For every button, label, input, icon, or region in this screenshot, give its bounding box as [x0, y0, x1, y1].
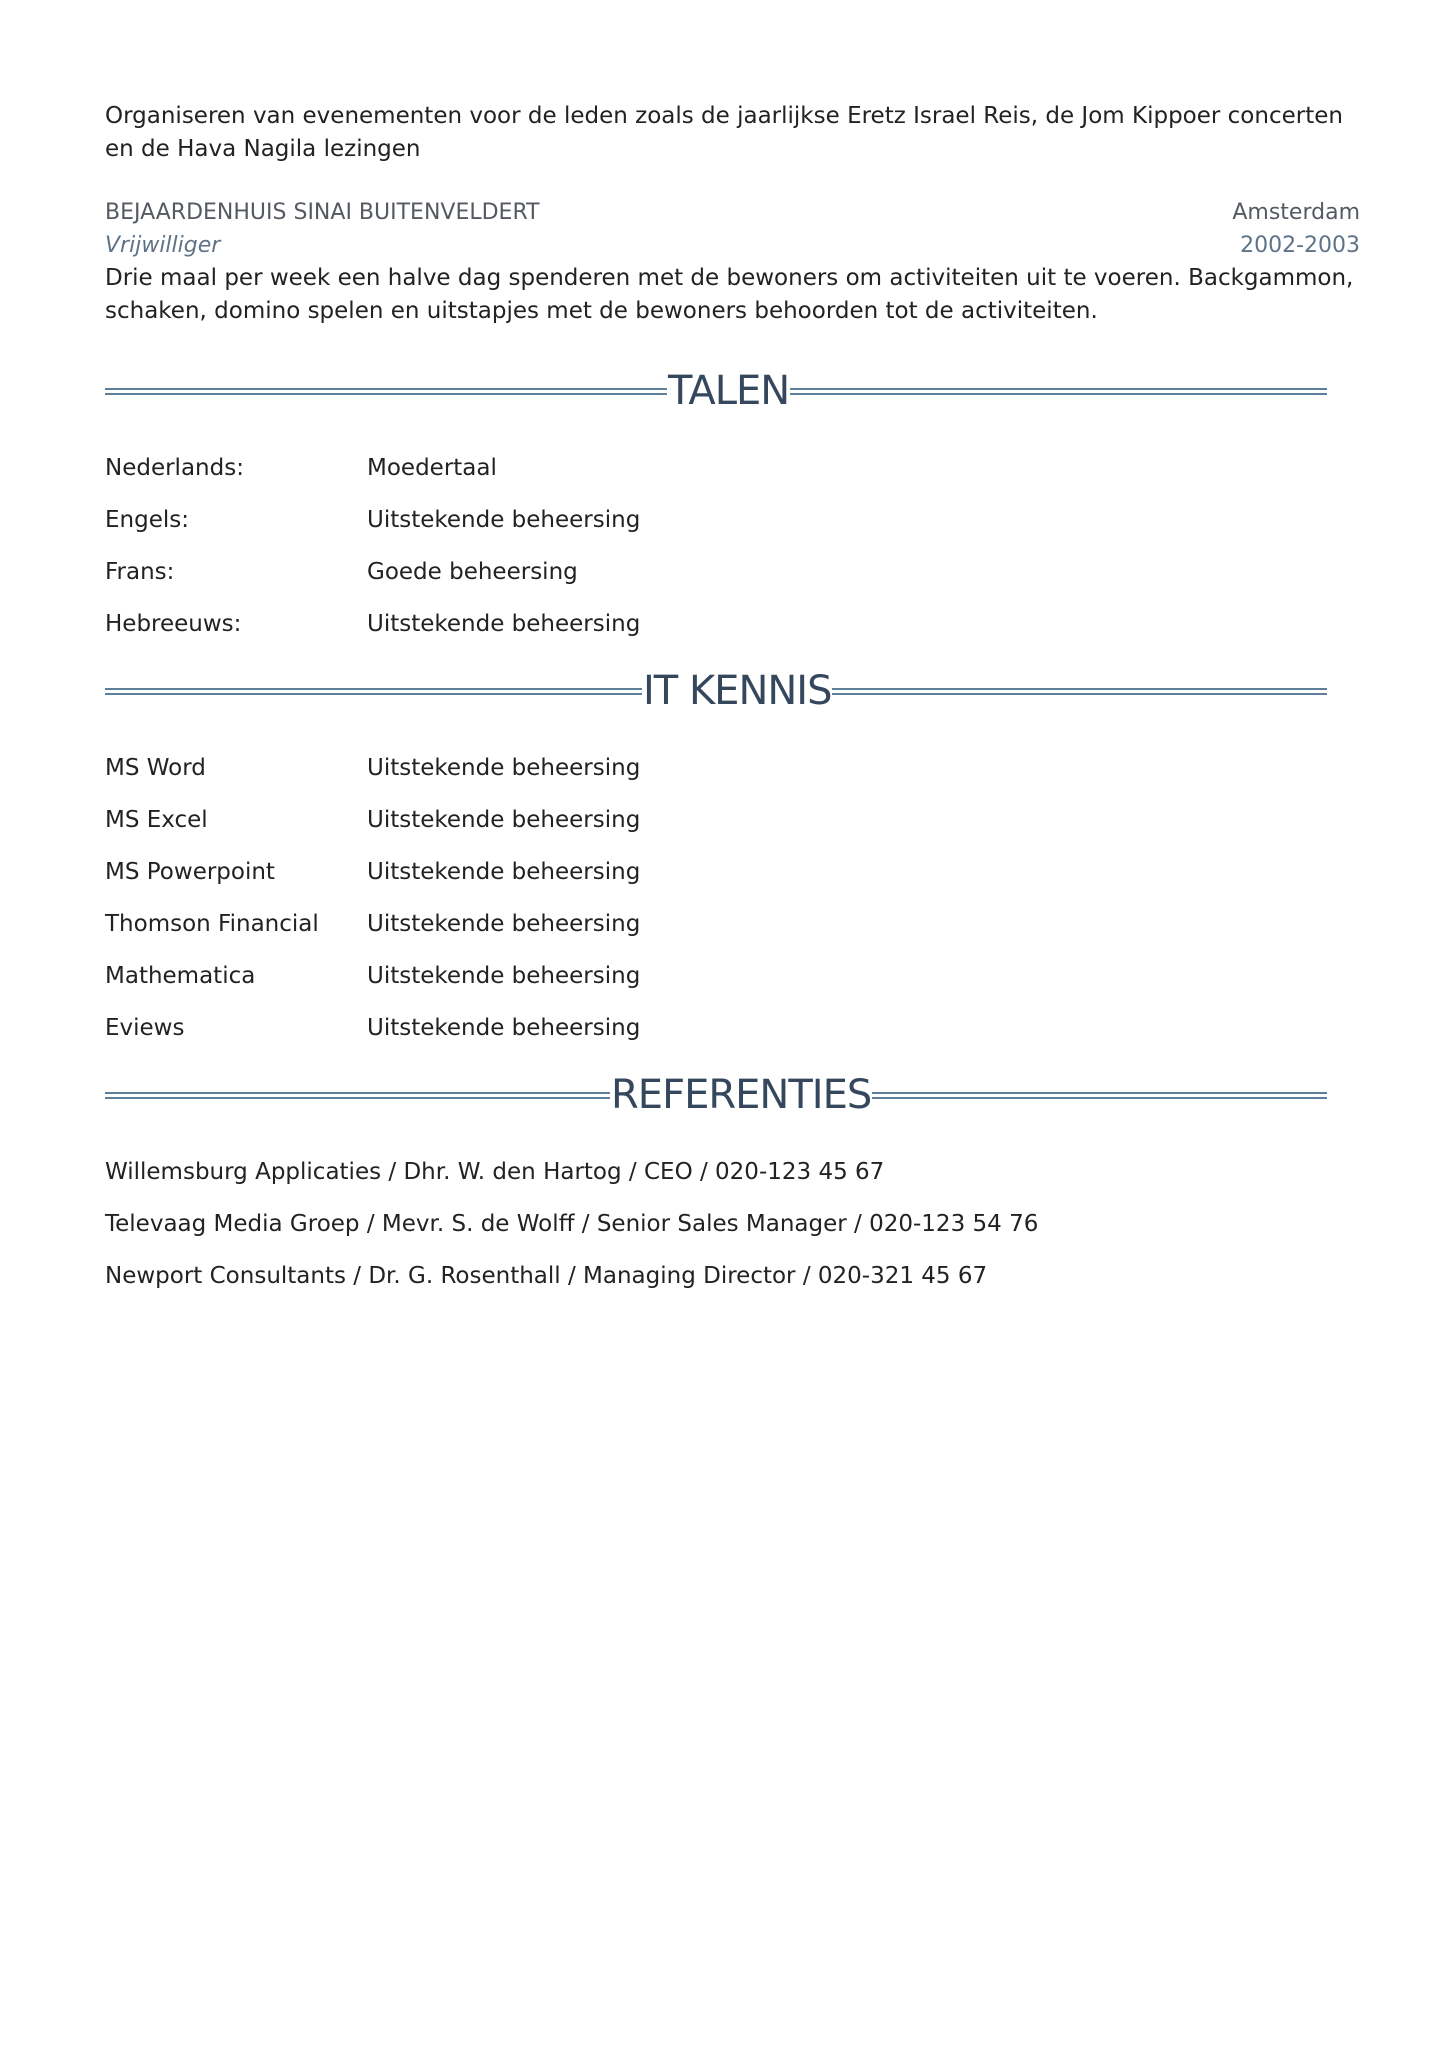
resume-page [105, 100, 1360, 1302]
referenties-section-header [105, 1072, 1327, 1118]
language-level: Uitstekende beheersing [367, 507, 641, 533]
right-double-rule [790, 388, 1327, 395]
job-location: Amsterdam [1232, 200, 1360, 225]
skill-level: Uitstekende beheersing [367, 807, 641, 833]
skill-name: Eviews [105, 1015, 185, 1041]
it-list [105, 742, 1360, 1054]
skill-level: Uitstekende beheersing [367, 859, 641, 885]
skill-name: MS Excel [105, 807, 208, 833]
skill-row [105, 742, 1360, 794]
right-double-rule [872, 1092, 1327, 1099]
skill-name: MS Powerpoint [105, 859, 275, 885]
referenties-title: REFERENTIES [611, 1072, 872, 1118]
language-level: Moedertaal [367, 455, 497, 481]
right-double-rule [832, 688, 1327, 695]
language-name: Engels: [105, 507, 189, 533]
job-role: Vrijwilliger [105, 233, 221, 258]
talen-list [105, 442, 1360, 650]
skill-row [105, 1002, 1360, 1054]
language-level: Goede beheersing [367, 559, 578, 585]
job-entry [105, 196, 1360, 328]
skill-name: MS Word [105, 755, 206, 781]
skill-row [105, 846, 1360, 898]
reference-item: Televaag Media Groep / Mevr. S. de Wolff / Senior Sales Manager / 020-123 54 76 [105, 1211, 1039, 1237]
job-subheader [105, 229, 1360, 262]
language-level: Uitstekende beheersing [367, 611, 641, 637]
language-name: Nederlands: [105, 455, 244, 481]
left-double-rule [105, 388, 667, 395]
language-row [105, 494, 1360, 546]
skill-row [105, 950, 1360, 1002]
skill-row [105, 898, 1360, 950]
it-section-header [105, 668, 1327, 714]
language-row [105, 598, 1360, 650]
intro-paragraph: Organiseren van evenementen voor de leden zoals de jaarlijkse Eretz Israel Reis, de Jom Kippoer concerten en de Hava Nagila lezingen [105, 103, 1343, 162]
talen-section-header [105, 368, 1327, 414]
skill-level: Uitstekende beheersing [367, 1015, 641, 1041]
language-name: Frans: [105, 559, 175, 585]
job-period: 2002-2003 [1240, 233, 1360, 258]
language-name: Hebreeuws: [105, 611, 242, 637]
it-title: IT KENNIS [643, 668, 832, 714]
talen-title: TALEN [668, 368, 790, 414]
skill-name: Mathematica [105, 963, 256, 989]
skill-name: Thomson Financial [105, 911, 319, 937]
skill-level: Uitstekende beheersing [367, 911, 641, 937]
skill-level: Uitstekende beheersing [367, 755, 641, 781]
left-double-rule [105, 1092, 610, 1099]
skill-row [105, 794, 1360, 846]
reference-item: Willemsburg Applicaties / Dhr. W. den Hartog / CEO / 020-123 45 67 [105, 1159, 885, 1185]
referenties-list [105, 1146, 1360, 1302]
left-double-rule [105, 688, 642, 695]
job-employer: BEJAARDENHUIS SINAI BUITENVELDERT [105, 200, 540, 225]
language-row [105, 442, 1360, 494]
job-description: Drie maal per week een halve dag spenderen met de bewoners om activiteiten uit te voeren. Backgammon, schaken, domino spelen en uitstapjes met de bewoners behoorden tot de activiteiten. [105, 265, 1354, 324]
reference-item: Newport Consultants / Dr. G. Rosenthall / Managing Director / 020-321 45 67 [105, 1263, 988, 1289]
language-row [105, 546, 1360, 598]
job-header [105, 196, 1360, 229]
skill-level: Uitstekende beheersing [367, 963, 641, 989]
